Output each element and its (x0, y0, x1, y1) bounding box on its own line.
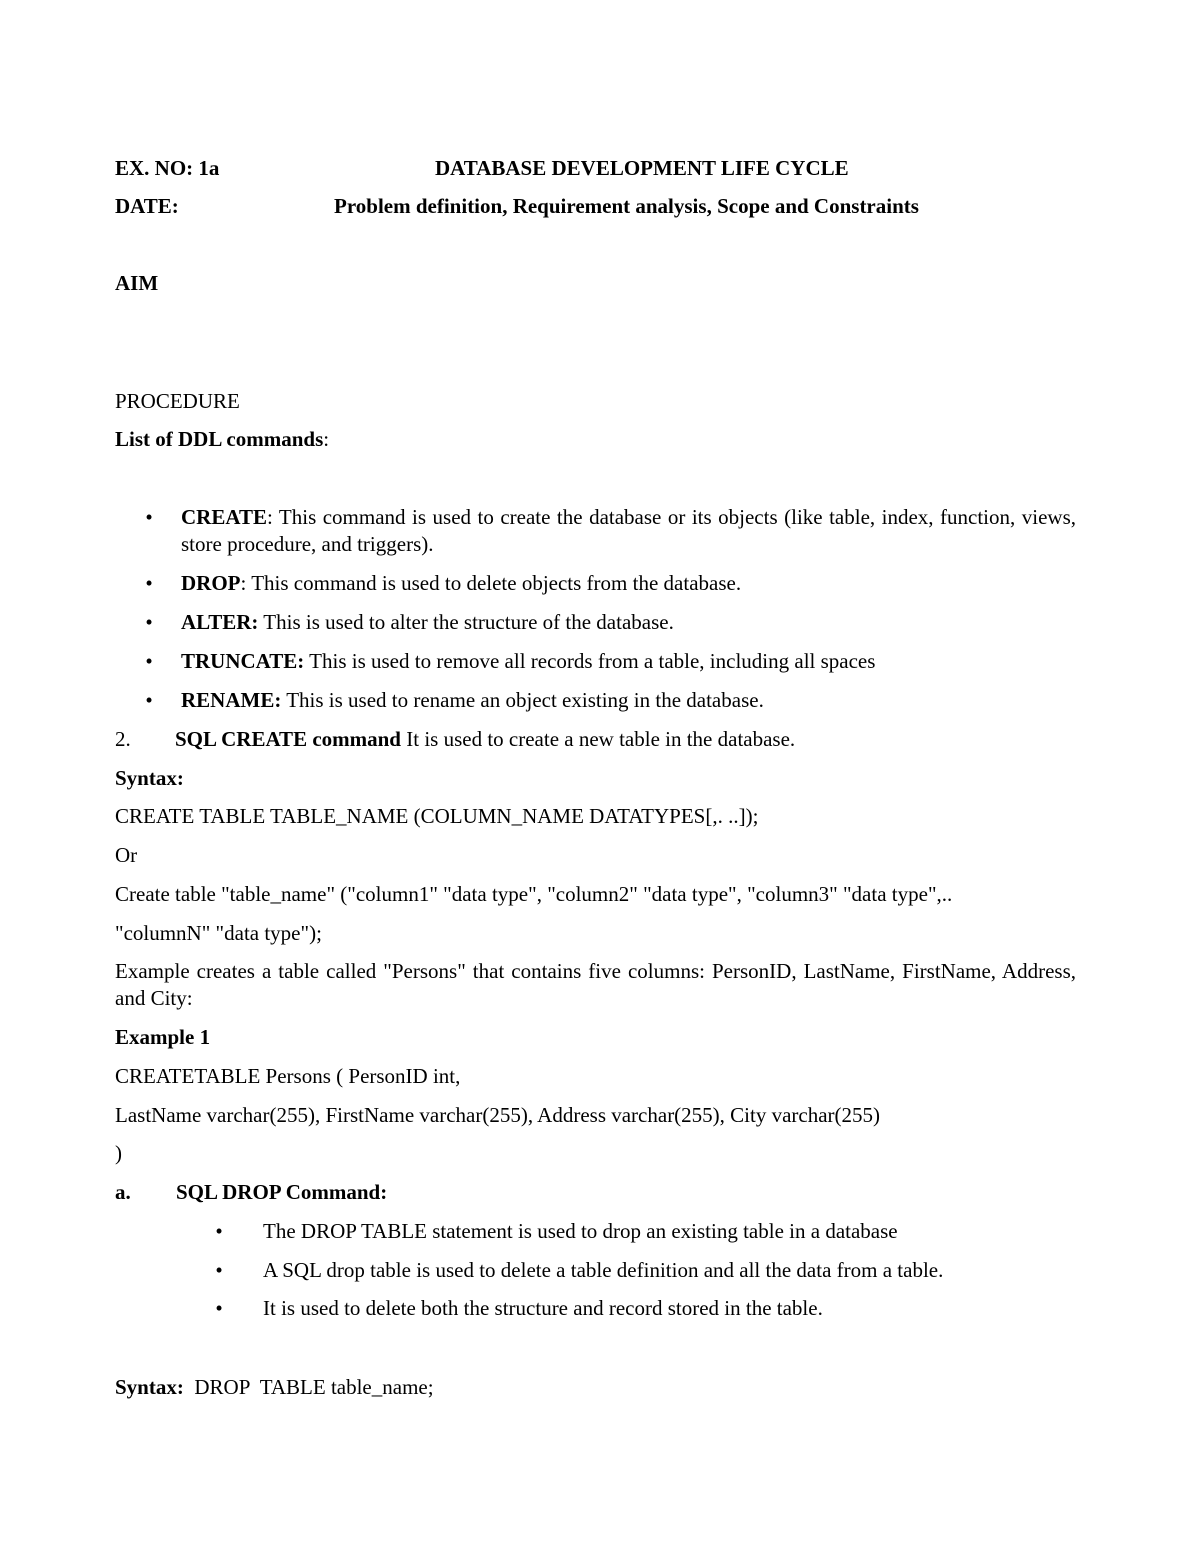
example-description: Example creates a table called "Persons" that contains five columns: PersonID, LastName, FirstName, Address, and City: (115, 959, 1076, 1010)
example-code-line: LastName varchar(255), FirstName varchar(255), Address varchar(255), City varchar(255) (115, 1103, 881, 1127)
sql-create-heading: SQL CREATE command It is used to create a new table in the database. (175, 727, 796, 751)
exercise-number: EX. NO: 1a (115, 156, 220, 180)
alt-syntax-line: "columnN" "data type"); (115, 921, 322, 945)
page-title: DATABASE DEVELOPMENT LIFE CYCLE (435, 156, 849, 180)
page-subtitle: Problem definition, Requirement analysis, Scope and Constraints (334, 194, 919, 218)
list-item: ALTER: This is used to alter the structure of the database. (181, 610, 674, 634)
bullet-icon: • (145, 571, 153, 595)
bullet-icon: • (215, 1258, 223, 1282)
bullet-icon: • (145, 610, 153, 634)
section-letter: a. (115, 1180, 131, 1204)
procedure-heading: PROCEDURE (115, 389, 240, 413)
sql-drop-heading: SQL DROP Command: (176, 1180, 388, 1204)
or-text: Or (115, 843, 138, 867)
list-item: RENAME: This is used to rename an object existing in the database. (181, 688, 764, 712)
alt-syntax-line: Create table "table_name" ("column1" "data type", "column2" "data type", "column3" "data type",.. (115, 882, 953, 906)
create-syntax-line: CREATE TABLE TABLE_NAME (COLUMN_NAME DATATYPES[,. ..]); (115, 804, 759, 828)
list-item: TRUNCATE: This is used to remove all records from a table, including all spaces (181, 649, 876, 673)
bullet-icon: • (215, 1296, 223, 1320)
aim-heading: AIM (115, 271, 159, 295)
example-code-line: ) (115, 1141, 122, 1165)
bullet-icon: • (215, 1219, 223, 1243)
list-item: A SQL drop table is used to delete a table definition and all the data from a table. (263, 1258, 944, 1282)
bullet-icon: • (145, 505, 153, 529)
example-code-line: CREATETABLE Persons ( PersonID int, (115, 1064, 461, 1088)
section-number: 2. (115, 727, 131, 751)
syntax-label: Syntax: (115, 766, 184, 790)
list-item: DROP: This command is used to delete objects from the database. (181, 571, 742, 595)
list-item: The DROP TABLE statement is used to drop an existing table in a database (263, 1219, 898, 1243)
bullet-icon: • (145, 688, 153, 712)
list-item: CREATE: This command is used to create the database or its objects (like table, index, function, views, store procedure, and triggers). (181, 505, 1076, 556)
example-label: Example 1 (115, 1025, 211, 1049)
date-label: DATE: (115, 194, 179, 218)
drop-syntax: Syntax: DROP TABLE table_name; (115, 1375, 434, 1399)
bullet-icon: • (145, 649, 153, 673)
ddl-heading: List of DDL commands: (115, 427, 330, 451)
list-item: It is used to delete both the structure and record stored in the table. (263, 1296, 823, 1320)
